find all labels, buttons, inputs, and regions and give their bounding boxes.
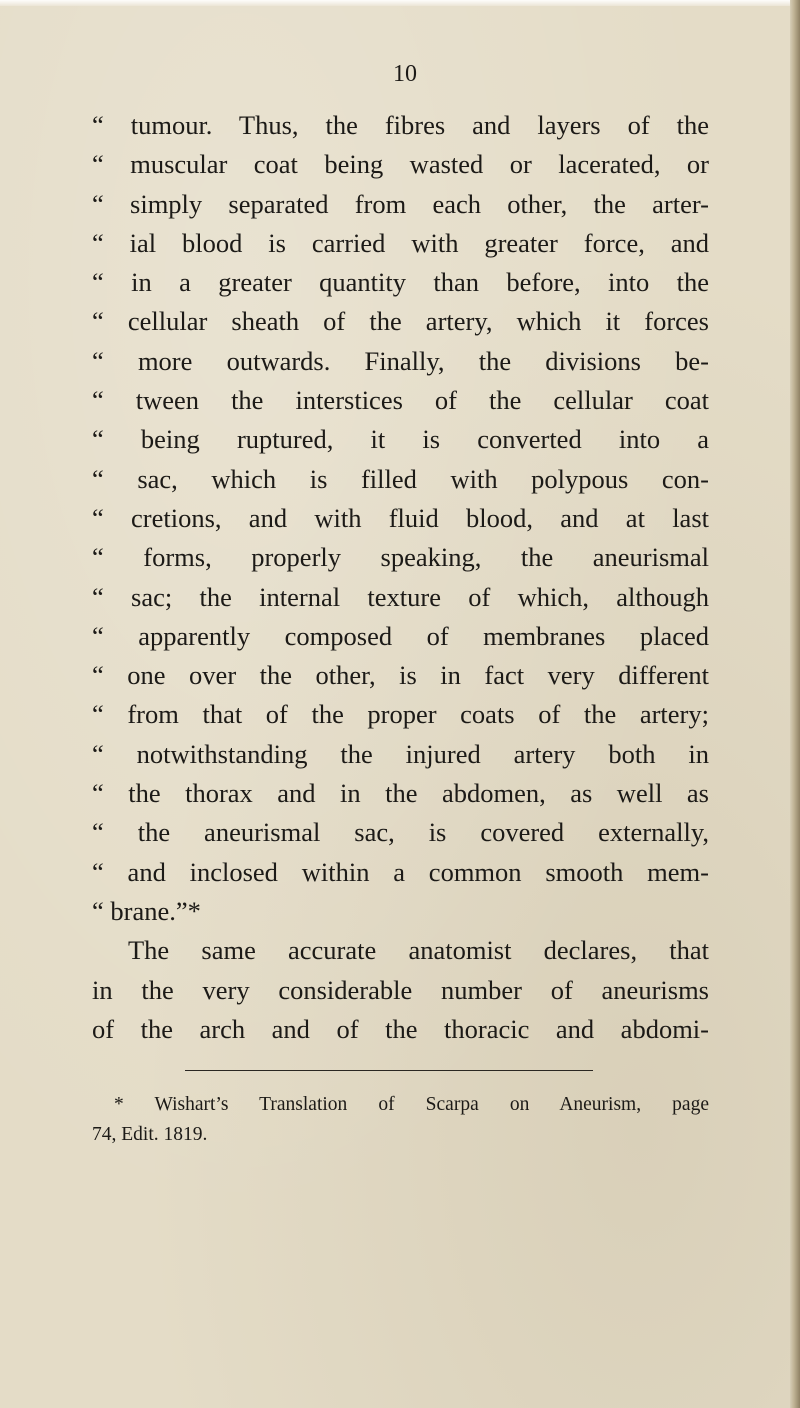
text-line: of the arch and of the thoracic and abdomi- bbox=[92, 1013, 709, 1044]
text-line: “ from that of the proper coats of the artery; bbox=[92, 699, 709, 730]
text-line: “ one over the other, is in fact very different bbox=[92, 660, 709, 691]
footnote bbox=[92, 1090, 709, 1150]
text-line: “ cellular sheath of the artery, which it forces bbox=[92, 306, 709, 337]
paragraph-first-line: The same accurate anatomist declares, that bbox=[128, 935, 709, 966]
text-line: “ simply separated from each other, the arter- bbox=[92, 188, 709, 219]
footnote-divider bbox=[185, 1070, 593, 1071]
text-line: “ the aneurismal sac, is covered externally, bbox=[92, 817, 709, 848]
text-line: “ tumour. Thus, the fibres and layers of the bbox=[92, 110, 709, 140]
footnote-line: 74, Edit. 1819. bbox=[92, 1124, 208, 1145]
text-line: “ sac; the internal texture of which, although bbox=[92, 581, 709, 612]
page-top-edge bbox=[0, 0, 800, 6]
text-line: “ notwithstanding the injured artery both in bbox=[92, 738, 709, 769]
page-number: 10 bbox=[393, 61, 417, 87]
text-line: “ more outwards. Finally, the divisions be- bbox=[92, 345, 709, 376]
text-line: “ being ruptured, it is converted into a bbox=[92, 424, 709, 455]
footnote-line: * Wishart’s Translation of Scarpa on Aneurism, page bbox=[114, 1094, 709, 1115]
text-line: “ the thorax and in the abdomen, as well as bbox=[92, 778, 709, 809]
text-line: “ cretions, and with fluid blood, and at last bbox=[92, 502, 709, 533]
page-binding-edge bbox=[790, 0, 800, 1408]
text-line: “ muscular coat being wasted or lacerated, or bbox=[92, 149, 709, 180]
body-text bbox=[92, 106, 709, 1049]
text-line: in the very considerable number of aneurisms bbox=[92, 974, 709, 1005]
text-line: “ sac, which is filled with polypous con- bbox=[92, 463, 709, 494]
text-line: “ and inclosed within a common smooth mem- bbox=[92, 856, 709, 887]
text-line: “ forms, properly speaking, the aneurismal bbox=[92, 542, 709, 573]
text-line: “ ial blood is carried with greater force, and bbox=[92, 227, 709, 258]
text-line: “ apparently composed of membranes placed bbox=[92, 620, 709, 651]
text-line: “ tween the interstices of the cellular coat bbox=[92, 385, 709, 416]
text-line: “ brane.”* bbox=[92, 895, 201, 926]
text-line: “ in a greater quantity than before, into the bbox=[92, 267, 709, 298]
